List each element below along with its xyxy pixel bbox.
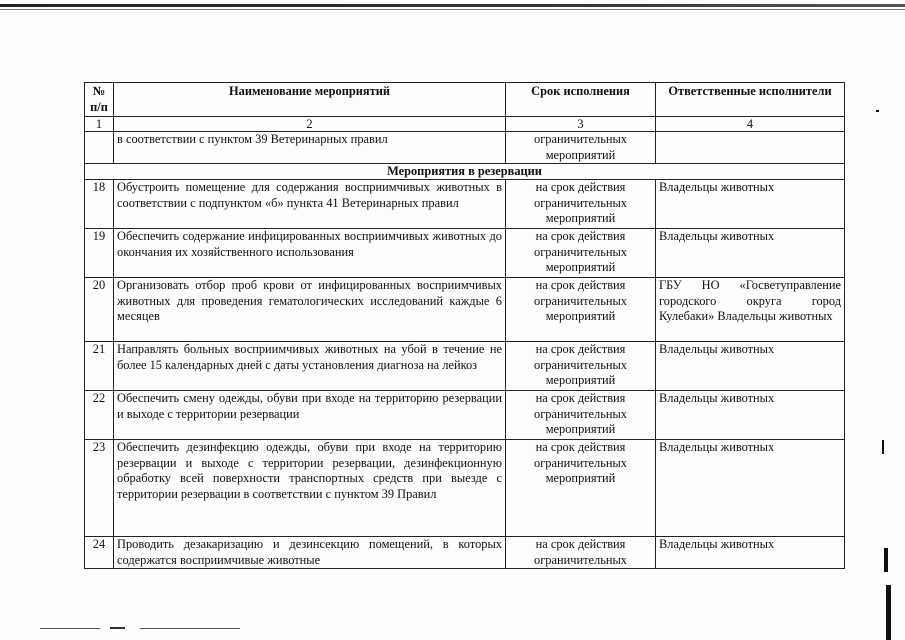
header-name: Наименование мероприятий [114, 83, 506, 117]
scan-mark [876, 110, 879, 112]
row-num: 23 [85, 440, 114, 537]
row-num [85, 132, 114, 164]
table-row [85, 180, 845, 229]
row-resp: Владельцы животных [656, 391, 845, 440]
row-resp: Владельцы животных [656, 440, 845, 537]
row-name: Обустроить помещение для содержания восприимчивых животных в соответствии с подпунктом «б» пункта 41 Ветеринарных правил [114, 180, 506, 229]
row-num: 24 [85, 537, 114, 569]
row-name: Направлять больных восприимчивых животных на убой в течение не более 15 календарных дней с даты установления диагноза на лейкоз [114, 342, 506, 391]
row-num: 19 [85, 229, 114, 278]
row-num: 18 [85, 180, 114, 229]
continuation-row [85, 132, 845, 164]
table-header-row [85, 83, 845, 117]
row-name: Обеспечить смену одежды, обуви при входе на территорию резервации и выходе с территории резервации [114, 391, 506, 440]
table-row [85, 278, 845, 342]
row-term: на срок действия ограничительных мероприятий [506, 391, 656, 440]
row-term: на срок действия ограничительных мероприятий [506, 229, 656, 278]
row-resp [656, 132, 845, 164]
row-resp: Владельцы животных [656, 180, 845, 229]
header-resp: Ответственные исполнители [656, 83, 845, 117]
row-name: Обеспечить содержание инфицированных восприимчивых животных до окончания их хозяйственного использования [114, 229, 506, 278]
row-term: на срок действия ограничительных [506, 537, 656, 569]
table-row [85, 440, 845, 537]
row-resp: Владельцы животных [656, 342, 845, 391]
row-name: в соответствии с пунктом 39 Ветеринарных правил [114, 132, 506, 164]
column-number-row [85, 117, 845, 132]
row-term: на срок действия ограничительных мероприятий [506, 440, 656, 537]
header-term: Срок исполнения [506, 83, 656, 117]
scan-mark [884, 548, 888, 572]
row-name: Проводить дезакаризацию и дезинсекцию помещений, в которых содержатся восприимчивые животные [114, 537, 506, 569]
row-num: 20 [85, 278, 114, 342]
row-term: на срок действия ограничительных мероприятий [506, 180, 656, 229]
row-term: на срок действия ограничительных мероприятий [506, 278, 656, 342]
row-term: на срок действия ограничительных мероприятий [506, 342, 656, 391]
section-row [85, 164, 845, 180]
row-num: 21 [85, 342, 114, 391]
scan-dash [140, 628, 240, 629]
top-scan-rule [0, 4, 905, 7]
table-row [85, 391, 845, 440]
column-number: 4 [656, 117, 845, 132]
scan-dash [40, 628, 100, 629]
row-resp: Владельцы животных [656, 229, 845, 278]
scan-mark [882, 440, 884, 454]
column-number: 2 [114, 117, 506, 132]
row-name: Обеспечить дезинфекцию одежды, обуви при входе на территорию резервации и выходе с территории резервации, дезинфекционную обработку всей поверхности транспортных средств при выезде с территории резервации в соответствии с пунктом 39 Правил [114, 440, 506, 537]
top-scan-rule-thin [0, 9, 905, 10]
row-resp: ГБУ НО «Госветуправление городского округа город Кулебаки» Владельцы животных [656, 278, 845, 342]
table-row [85, 537, 845, 569]
column-number: 1 [85, 117, 114, 132]
measures-table [84, 82, 845, 569]
table-row [85, 229, 845, 278]
column-number: 3 [506, 117, 656, 132]
scan-mark [886, 585, 891, 640]
row-num: 22 [85, 391, 114, 440]
section-title: Мероприятия в резервации [85, 164, 845, 180]
scan-dash [110, 627, 125, 629]
row-name: Организовать отбор проб крови от инфицированных восприимчивых животных для проведения гематологических исследований каждые 6 месяцев [114, 278, 506, 342]
row-resp: Владельцы животных [656, 537, 845, 569]
table-row [85, 342, 845, 391]
row-term: ограничительных мероприятий [506, 132, 656, 164]
header-num: № п/п [85, 83, 114, 117]
